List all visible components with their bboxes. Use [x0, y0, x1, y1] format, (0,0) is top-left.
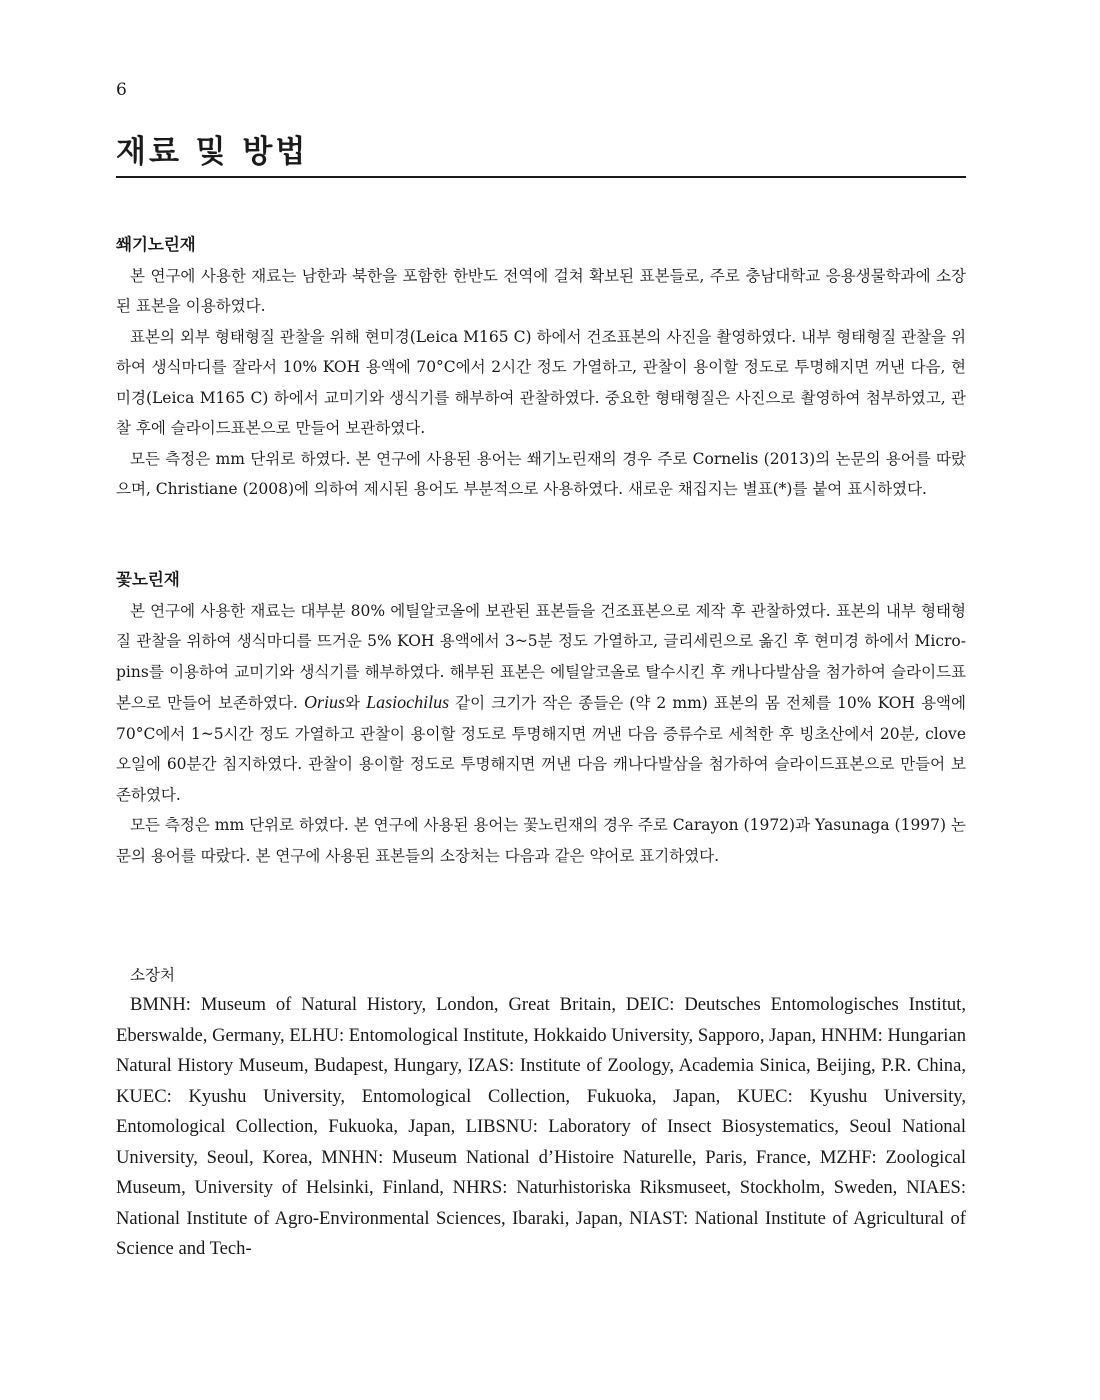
paragraph: 모든 측정은 mm 단위로 하였다. 본 연구에 사용된 용어는 쐐기노린재의 경우 주로 Cornelis (2013)의 논문의 용어를 따랐으며, Christiane (2008)에 의하여 제시된 용어도 부분적으로 사용하였다. 새로운 채집지는 별표(*)를 붙여 표시하였다.	[116, 449, 966, 498]
section-wedge-bugs	[116, 230, 966, 505]
section-flower-bugs	[116, 565, 966, 871]
paragraph: 표본의 외부 형태형질 관찰을 위해 현미경(Leica M165 C) 하에서 건조표본의 사진을 촬영하였다. 내부 형태형질 관찰을 위하여 생식마디를 잘라서 10% KOH 용액에 70°C에서 2시간 정도 가열하고, 관찰이 용이할 정도로 투명해지면 꺼낸 다음, 현미경(Leica M165 C) 하에서 교미기와 생식기를 해부하여 관찰하였다. 중요한 형태형질은 사진으로 촬영하여 첨부하였고, 관찰 후에 슬라이드표본으로 만들어 보관하였다.	[116, 327, 966, 437]
section-heading: 꽃노린재	[116, 570, 180, 589]
collections-label-block	[116, 960, 966, 991]
section-heading: 쐐기노린재	[116, 235, 196, 254]
collections-list: BMNH: Museum of Natural History, London, Great Britain, DEIC: Deutsches Entomologisches Institut, Eberswalde, Germany, ELHU: Entomological Institute, Hokkaido University, Sapporo, Japan, HNHM: Hungarian Natural History Museum, Budapest, Hungary, IZAS: Institute of Zoology, Academia Sinica, Beijing, P.R. China, KUEC: Kyushu University, Entomological Collection, Fukuoka, Japan, KUEC: Kyushu University, Entomological Collection, Fukuoka, Japan, LIBSNU: Laboratory of Insect Biosystematics, Seoul National University, Seoul, Korea, MNHN: Museum National d’Histoire Naturelle, Paris, France, MZHF: Zoological Museum, University of Helsinki, Finland, NHRS: Naturhistoriska Riksmuseet, Stockholm, Sweden, NIAES: National Institute of Agro-Environmental Sciences, Ibaraki, Japan, NIAST: National Institute of Agricultural of Science and Tech-	[116, 994, 966, 1259]
title-rule	[116, 176, 966, 178]
paragraph-text: 본 연구에 사용한 재료는 대부분 80% 에틸알코올에 보관된 표본들을 건조표본으로 제작 후 관찰하였다. 표본의 내부 형태형질 관찰을 위하여 생식마디를 뜨거운 5% KOH 용액에서 3~5분 정도 가열하고, 글리세린으로 옮긴 후 현미경 하에서 Micro-pins를 이용하여 교미기와 생식기를 해부하였다. 해부된 표본은 에틸알코올로 탈수시킨 후 캐나다발삼을 첨가하여 슬라이드표본으로 만들어 보존하였다.	[116, 601, 966, 712]
collections-label: 소장처	[130, 966, 175, 984]
page-number: 6	[116, 80, 127, 100]
paragraph	[116, 596, 966, 811]
genus-name: Orius	[303, 692, 345, 712]
chapter-title: 재료 및 방법	[116, 134, 309, 170]
genus-name: Lasiochilus	[366, 692, 450, 712]
paragraph-text: 같이 크기가 작은 종들은 (약 2 mm) 표본의 몸 전체를 10% KOH 용액에 70°C에서 1~5시간 정도 가열하고 관찰이 용이할 정도로 투명해지면 꺼낸 다음 증류수로 세척한 후 빙초산에서 20분, clove 오일에 60분간 침지하였다. 관찰이 용이할 정도로 투명해지면 꺼낸 다음 캐나다발삼을 첨가하여 슬라이드표본으로 만들어 보존하였다.	[116, 694, 966, 804]
paragraph: 모든 측정은 mm 단위로 하였다. 본 연구에 사용된 용어는 꽃노린재의 경우 주로 Carayon (1972)과 Yasunaga (1997) 논문의 용어를 따랐다. 본 연구에 사용된 표본들의 소장처는 다음과 같은 약어로 표기하였다.	[116, 816, 966, 865]
paragraph: 본 연구에 사용한 재료는 남한과 북한을 포함한 한반도 전역에 걸쳐 확보된 표본들로, 주로 충남대학교 응용생물학과에 소장된 표본을 이용하였다.	[116, 266, 966, 315]
connector-text: 와	[344, 694, 360, 712]
